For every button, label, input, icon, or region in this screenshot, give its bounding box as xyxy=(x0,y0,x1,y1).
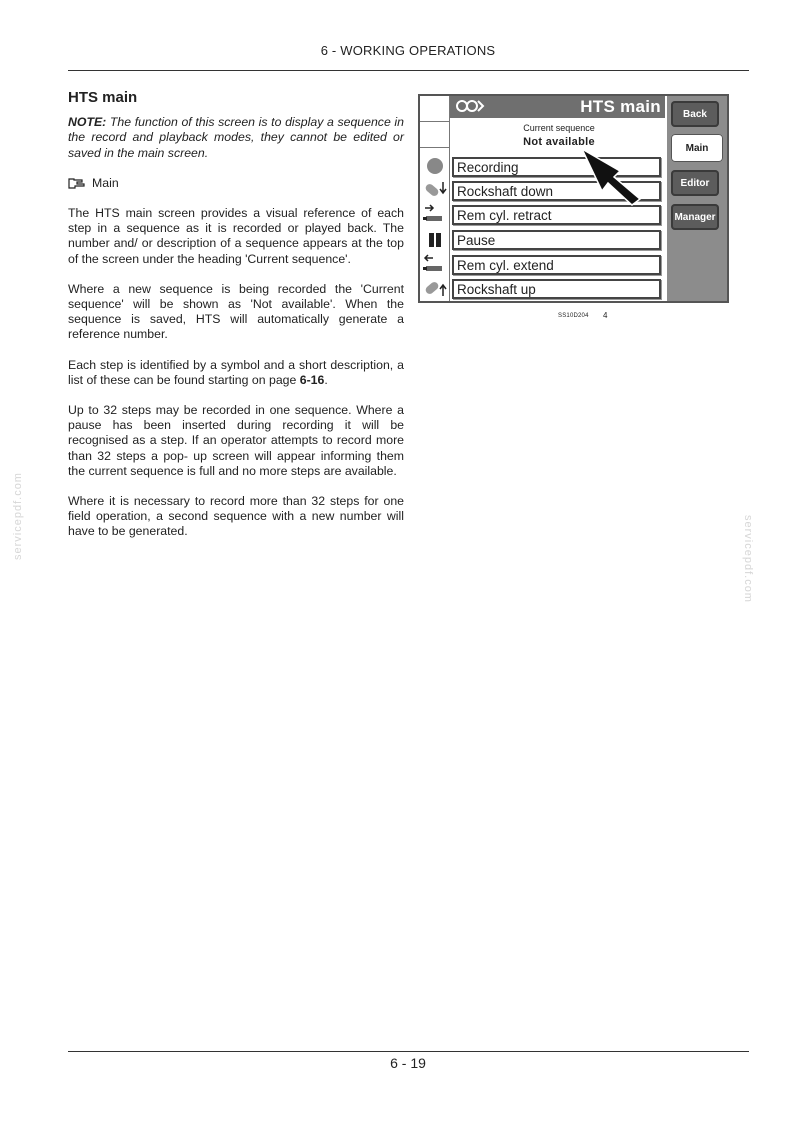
paragraph-3 xyxy=(68,358,404,388)
note-paragraph xyxy=(68,115,404,161)
paragraph-4: Up to 32 steps may be recorded in one sequence. Where a pause has been inserted during recording it will be recognised as a step. If an operator attempts to record more than 32 steps a pop- up screen will appear informing them the current sequence is full and no more steps are available. xyxy=(68,403,404,478)
step-item[interactable]: Rockshaft up xyxy=(452,279,661,299)
note-text: The function of this screen is to display a sequence in the record and playback modes, they cannot be edited or saved in the main screen. xyxy=(68,115,404,160)
hts-main-screen xyxy=(418,94,729,303)
record-symbol-icon xyxy=(422,155,447,177)
paragraph-2: Where a new sequence is being recorded the 'Current sequence' will be shown as 'Not available'. When the sequence is saved, HTS will automatically generate a reference number. xyxy=(68,281,404,342)
rockshaft-up-icon xyxy=(422,277,447,299)
tab-manager[interactable]: Manager xyxy=(671,204,719,230)
step-item[interactable]: Recording xyxy=(452,157,661,177)
symbol-blank-2 xyxy=(420,122,449,148)
step-item[interactable]: Pause xyxy=(452,230,661,250)
tractor-hitch-icon xyxy=(456,98,486,119)
page-number: 6 - 19 xyxy=(390,1055,426,1071)
footer-rule xyxy=(68,1051,749,1052)
screen-reference xyxy=(68,176,404,191)
symbol-column xyxy=(420,96,450,301)
symbol-blank-1 xyxy=(420,96,449,122)
note-label: NOTE: xyxy=(68,115,107,130)
hand-pointer-icon xyxy=(68,178,86,189)
cylinder-extend-icon xyxy=(422,253,447,275)
page-reference: 6-16 xyxy=(299,372,325,387)
current-sequence-label: Current sequence xyxy=(523,123,595,133)
tab-panel xyxy=(667,96,727,301)
back-button[interactable]: Back xyxy=(671,101,719,127)
paragraph-3-end: . xyxy=(324,372,328,387)
page-header-title: 6 - WORKING OPERATIONS xyxy=(320,43,496,58)
current-sequence-value: Not available xyxy=(523,136,595,148)
paragraph-3-text: Each step is identified by a symbol and a short description, a list of these can be found starting on page xyxy=(68,357,404,387)
section-heading: HTS main xyxy=(68,89,138,106)
figure-code: SS10D204 xyxy=(558,313,589,319)
cylinder-retract-icon xyxy=(422,203,447,225)
screen-title-bar xyxy=(450,96,665,118)
reference-label: Main xyxy=(92,175,119,190)
arrow-pointer-icon xyxy=(580,147,642,209)
figure-number: 4 xyxy=(603,311,608,320)
step-item[interactable]: Rockshaft down xyxy=(452,181,661,201)
header-rule xyxy=(68,70,749,71)
step-item[interactable]: Rem cyl. retract xyxy=(452,205,661,225)
step-item[interactable]: Rem cyl. extend xyxy=(452,255,661,275)
watermark-right: servicepdf.com xyxy=(742,515,754,603)
rockshaft-down-icon xyxy=(422,179,447,201)
tab-main[interactable]: Main xyxy=(671,134,723,162)
tab-editor[interactable]: Editor xyxy=(671,170,719,196)
paragraph-1: The HTS main screen provides a visual reference of each step in a sequence as it is recorded or played back. The number and/ or description of a sequence appears at the top of the screen under the heading 'Current sequence'. xyxy=(68,206,404,266)
text-column xyxy=(68,90,404,555)
screen-title: HTS main xyxy=(580,97,661,116)
watermark-left: servicepdf.com xyxy=(12,472,24,560)
paragraph-5: Where it is necessary to record more than 32 steps for one field operation, a second sequence with a new number will have to be generated. xyxy=(68,494,404,539)
pause-symbol-icon xyxy=(422,229,447,251)
